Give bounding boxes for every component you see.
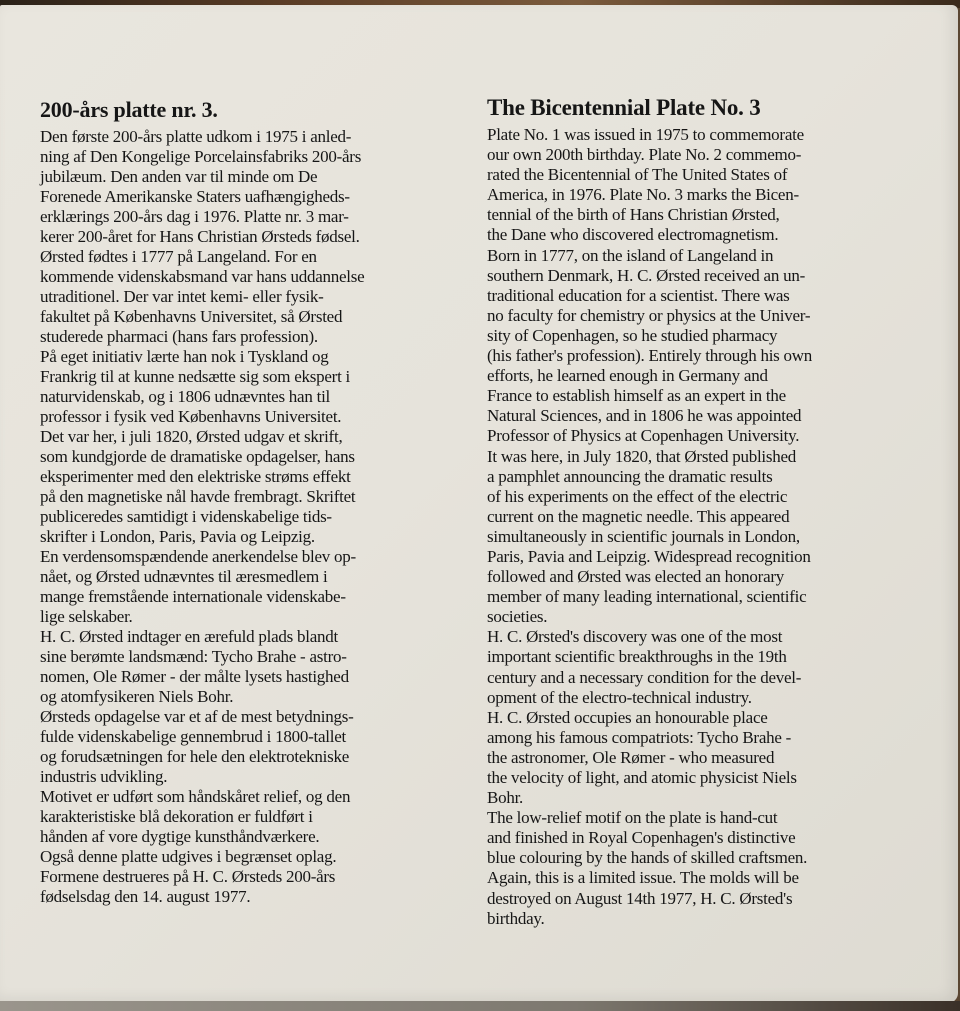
english-text-line: H. C. Ørsted's discovery was one of the most (487, 627, 783, 647)
english-text-line: simultaneously in scientific journals in London, (487, 526, 800, 546)
danish-text-line: erklærings 200-års dag i 1976. Platte nr. 3 mar- (40, 207, 349, 226)
english-heading: The Bicentennial Plate No. 3 (487, 95, 761, 120)
english-text-line: a pamphlet announcing the dramatic results (487, 466, 773, 486)
english-text-line: traditional education for a scientist. There was (487, 285, 790, 305)
english-column (487, 94, 887, 929)
danish-text-line: fødselsdag den 14. august 1977. (40, 887, 251, 906)
english-text-line: societies. (487, 607, 548, 627)
danish-text-line: lige selskaber. (40, 607, 133, 626)
danish-text-line: fulde videnskabelige gennembrud i 1800-tallet (40, 727, 346, 746)
english-text-line: rated the Bicentennial of The United States of (487, 165, 788, 185)
english-text-line: the Dane who discovered electromagnetism. (487, 225, 779, 245)
english-text-line: opment of the electro-technical industry. (487, 687, 752, 707)
english-text-line: France to establish himself as an expert in the (487, 386, 786, 406)
danish-text-line: publiceredes samtidigt i videnskabelige tids- (40, 507, 332, 526)
english-text-line: and finished in Royal Copenhagen's distinctive (487, 828, 796, 848)
danish-text-line: som kundgjorde de dramatiske opdagelser, hans (40, 447, 355, 466)
english-text-line: destroyed on August 14th 1977, H. C. Ørsted's (487, 888, 793, 908)
danish-text-line: Det var her, i juli 1820, Ørsted udgav et skrift, (40, 427, 343, 446)
english-text-line: sity of Copenhagen, so he studied pharmacy (487, 325, 778, 345)
danish-text-line: Ørsteds opdagelse var et af de mest betydnings- (40, 707, 354, 726)
english-text-line: of his experiments on the effect of the electric (487, 486, 788, 506)
english-text-line: important scientific breakthroughs in the 19th (487, 647, 787, 667)
danish-text-line: nomen, Ole Rømer - der målte lysets hastighed (40, 667, 349, 686)
english-text-line: birthday. (487, 908, 545, 928)
danish-text-line: professor i fysik ved Københavns Universitet. (40, 407, 342, 426)
danish-text-line: fakultet på Københavns Universitet, så Ørsted (40, 307, 343, 326)
english-text-line: efforts, he learned enough in Germany and (487, 366, 768, 386)
danish-body (40, 127, 440, 907)
english-text-line: Bohr. (487, 788, 524, 808)
english-text-line: blue colouring by the hands of skilled craftsmen. (487, 848, 808, 868)
danish-text-line: hånden af vore dygtige kunsthåndværkere. (40, 827, 320, 846)
danish-text-line: En verdensomspændende anerkendelse blev op- (40, 547, 356, 566)
english-text-line: America, in 1976. Plate No. 3 marks the Bicen- (487, 185, 799, 205)
danish-text-line: Forenede Amerikanske Staters uafhængigheds- (40, 187, 350, 206)
english-body (487, 125, 887, 929)
danish-text-line: skrifter i London, Paris, Pavia og Leipzig. (40, 527, 315, 546)
danish-text-line: karakteristiske blå dekoration er fuldført i (40, 807, 313, 826)
english-text-line: Paris, Pavia and Leipzig. Widespread recognition (487, 546, 811, 566)
danish-text-line: på den magnetiske nål havde frembragt. Skriftet (40, 487, 356, 506)
danish-text-line: mange fremstående internationale videnskabe- (40, 587, 346, 606)
danish-text-line: industris udvikling. (40, 767, 168, 786)
danish-heading: 200-års platte nr. 3. (40, 97, 218, 122)
danish-text-line: naturvidenskab, og i 1806 udnævntes han til (40, 387, 331, 406)
english-text-line: current on the magnetic needle. This appeared (487, 506, 790, 526)
english-text-line: tennial of the birth of Hans Christian Ørsted, (487, 205, 780, 225)
english-text-line: The low-relief motif on the plate is hand-cut (487, 808, 778, 828)
danish-text-line: Frankrig til at kunne nedsætte sig som ekspert i (40, 367, 351, 386)
background-bottom-edge (0, 1001, 960, 1011)
english-text-line: Again, this is a limited issue. The molds will be (487, 868, 799, 888)
danish-text-line: og atomfysikeren Niels Bohr. (40, 687, 234, 706)
danish-text-line: Den første 200-års platte udkom i 1975 i anled- (40, 127, 352, 146)
english-text-line: Born in 1777, on the island of Langeland in (487, 245, 774, 265)
english-text-line: no faculty for chemistry or physics at the Univer- (487, 305, 811, 325)
danish-text-line: Ørsted fødtes i 1777 på Langeland. For en (40, 247, 317, 266)
danish-text-line: eksperimenter med den elektriske strøms effekt (40, 467, 351, 486)
danish-text-line: Motivet er udført som håndskåret relief, og den (40, 787, 351, 806)
danish-text-line: På eget initiativ lærte han nok i Tyskland og (40, 347, 329, 366)
english-text-line: century and a necessary condition for the devel- (487, 667, 802, 687)
danish-text-line: jubilæum. Den anden var til minde om De (40, 167, 318, 186)
english-text-line: among his famous compatriots: Tycho Brahe - (487, 727, 792, 747)
english-text-line: H. C. Ørsted occupies an honourable place (487, 707, 768, 727)
danish-text-line: nået, og Ørsted udnævntes til æresmedlem i (40, 567, 328, 586)
danish-text-line: og forudsætningen for hele den elektrotekniske (40, 747, 350, 766)
danish-text-line: sine berømte landsmænd: Tycho Brahe - astro- (40, 647, 347, 666)
english-text-line: our own 200th birthday. Plate No. 2 commemo- (487, 145, 802, 165)
danish-text-line: ning af Den Kongelige Porcelainsfabriks 200-års (40, 147, 362, 166)
english-text-line: Plate No. 1 was issued in 1975 to commemorate (487, 125, 804, 144)
danish-text-line: utraditionel. Der var intet kemi- eller fysik- (40, 287, 324, 306)
english-text-line: It was here, in July 1820, that Ørsted published (487, 446, 797, 466)
english-text-line: member of many leading international, scientific (487, 587, 807, 607)
english-text-line: followed and Ørsted was elected an honorary (487, 567, 785, 587)
english-text-line: Professor of Physics at Copenhagen University. (487, 426, 800, 446)
english-text-line: the velocity of light, and atomic physicist Niels (487, 768, 797, 787)
english-text-line: southern Denmark, H. C. Ørsted received an un- (487, 265, 806, 285)
danish-column (40, 96, 440, 907)
danish-text-line: H. C. Ørsted indtager en ærefuld plads blandt (40, 627, 338, 646)
english-text-line: Natural Sciences, and in 1806 he was appointed (487, 406, 802, 426)
danish-text-line: Formene destrueres på H. C. Ørsteds 200-års (40, 867, 336, 886)
english-text-line: (his father's profession). Entirely through his own (487, 346, 813, 366)
english-text-line: the astronomer, Ole Rømer - who measured (487, 747, 775, 767)
danish-text-line: kommende videnskabsmand var hans uddannelse (40, 267, 365, 286)
danish-text-line: studerede pharmaci (hans fars profession). (40, 327, 318, 346)
danish-text-line: Også denne platte udgives i begrænset oplag. (40, 847, 337, 866)
danish-text-line: kerer 200-året for Hans Christian Ørsteds fødsel. (40, 227, 360, 246)
